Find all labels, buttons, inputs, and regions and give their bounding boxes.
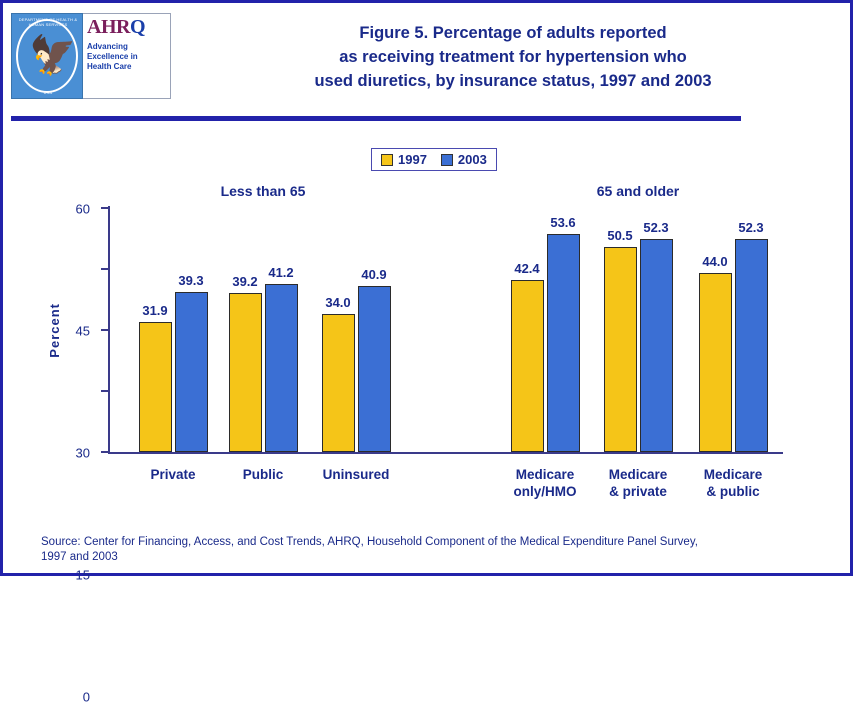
bar-medicare-only-hmo-2003 bbox=[547, 234, 580, 452]
y-axis-title: Percent bbox=[47, 303, 62, 358]
seal-top-text: DEPARTMENT OF HEALTH & HUMAN SERVICES bbox=[18, 17, 78, 27]
x-label-uninsured bbox=[296, 466, 416, 483]
agency-logo bbox=[11, 13, 171, 101]
bar-medicare-only-hmo-1997 bbox=[511, 280, 544, 452]
bar-value-label: 44.0 bbox=[702, 254, 728, 270]
figure-title-line-2: as receiving treatment for hypertension who bbox=[339, 48, 687, 66]
ahrq-tagline-line-2: Excellence in bbox=[87, 52, 138, 61]
legend-swatch-1997 bbox=[381, 154, 393, 166]
bar-private-2003 bbox=[175, 292, 208, 452]
bar-value-label: 52.3 bbox=[643, 220, 669, 236]
legend-item-1997 bbox=[381, 152, 427, 167]
source-line-2: 1997 and 2003 bbox=[41, 551, 118, 563]
legend-swatch-2003 bbox=[441, 154, 453, 166]
x-label-line: only/HMO bbox=[513, 484, 577, 499]
hhs-seal-icon bbox=[11, 13, 83, 99]
bar-uninsured-1997 bbox=[322, 314, 355, 452]
x-label-line: Public bbox=[242, 467, 284, 482]
bar-value-label: 52.3 bbox=[738, 220, 764, 236]
x-label-line: & public bbox=[706, 484, 760, 499]
y-axis-line bbox=[108, 206, 110, 454]
bar-value-label: 39.2 bbox=[232, 273, 258, 289]
source-line-1: Source: Center for Financing, Access, and Cost Trends, AHRQ, Household Component of the Medical Expenditure Panel Survey, bbox=[41, 536, 698, 548]
x-label-medicare-public bbox=[673, 466, 793, 500]
bar-value-label: 41.2 bbox=[268, 265, 294, 281]
x-label-line: Medicare bbox=[703, 467, 763, 482]
bar-public-2003 bbox=[265, 284, 298, 452]
y-tick-60 bbox=[75, 201, 108, 217]
bar-medicare-private-1997 bbox=[604, 247, 637, 452]
figure-header bbox=[3, 3, 850, 113]
ahrq-tagline bbox=[87, 42, 168, 72]
eagle-icon: 🦅 bbox=[29, 35, 77, 77]
bar-medicare-public-2003 bbox=[735, 239, 768, 452]
bar-value-label: 53.6 bbox=[550, 215, 576, 231]
seal-bottom-text: USA bbox=[43, 90, 53, 95]
ahrq-wordmark bbox=[87, 17, 168, 37]
x-label-line: Medicare bbox=[515, 467, 575, 482]
figure-title bbox=[183, 21, 843, 93]
x-label-line: Uninsured bbox=[322, 467, 390, 482]
ahrq-logo bbox=[83, 13, 171, 99]
y-tick-label-15: 15 bbox=[75, 567, 90, 583]
x-axis-line bbox=[108, 452, 783, 454]
legend-label-1997: 1997 bbox=[398, 152, 427, 167]
bar-value-label: 40.9 bbox=[361, 266, 387, 282]
bar-public-1997 bbox=[229, 293, 262, 452]
y-tick-label-60: 60 bbox=[75, 201, 90, 217]
y-tick-45 bbox=[75, 268, 108, 339]
bar-value-label: 50.5 bbox=[607, 227, 633, 243]
bar-medicare-private-2003 bbox=[640, 239, 673, 452]
bar-medicare-public-1997 bbox=[699, 273, 732, 452]
panel-heading-65-plus: 65 and older bbox=[596, 183, 680, 199]
source-note bbox=[41, 535, 821, 565]
x-label-line: Private bbox=[150, 467, 196, 482]
ahrq-tagline-line-1: Advancing bbox=[87, 42, 128, 51]
x-label-line: Medicare bbox=[608, 467, 668, 482]
y-tick-label-0: 0 bbox=[82, 689, 90, 705]
ahrq-letters-ahr: AHR bbox=[87, 16, 130, 38]
bar-value-label: 42.4 bbox=[514, 260, 540, 276]
bar-value-label: 31.9 bbox=[142, 303, 168, 319]
figure-title-line-3: used diuretics, by insurance status, 1997 and 2003 bbox=[314, 72, 712, 90]
chart-legend bbox=[371, 148, 497, 171]
ahrq-letter-q: Q bbox=[129, 16, 146, 38]
header-divider bbox=[11, 116, 741, 121]
x-label-line: & private bbox=[609, 484, 667, 499]
figure-title-line-1: Figure 5. Percentage of adults reported bbox=[359, 24, 667, 42]
legend-label-2003: 2003 bbox=[457, 152, 487, 167]
bar-uninsured-2003 bbox=[358, 286, 391, 452]
y-tick-label-45: 45 bbox=[75, 323, 90, 339]
legend-item-2003 bbox=[441, 152, 487, 167]
bar-value-label: 39.3 bbox=[178, 273, 204, 289]
bar-private-1997 bbox=[139, 322, 172, 452]
bar-value-label: 34.0 bbox=[325, 294, 351, 310]
ahrq-tagline-line-3: Health Care bbox=[87, 62, 132, 71]
y-tick-label-30: 30 bbox=[75, 445, 90, 461]
panel-heading-under-65: Less than 65 bbox=[220, 183, 306, 199]
